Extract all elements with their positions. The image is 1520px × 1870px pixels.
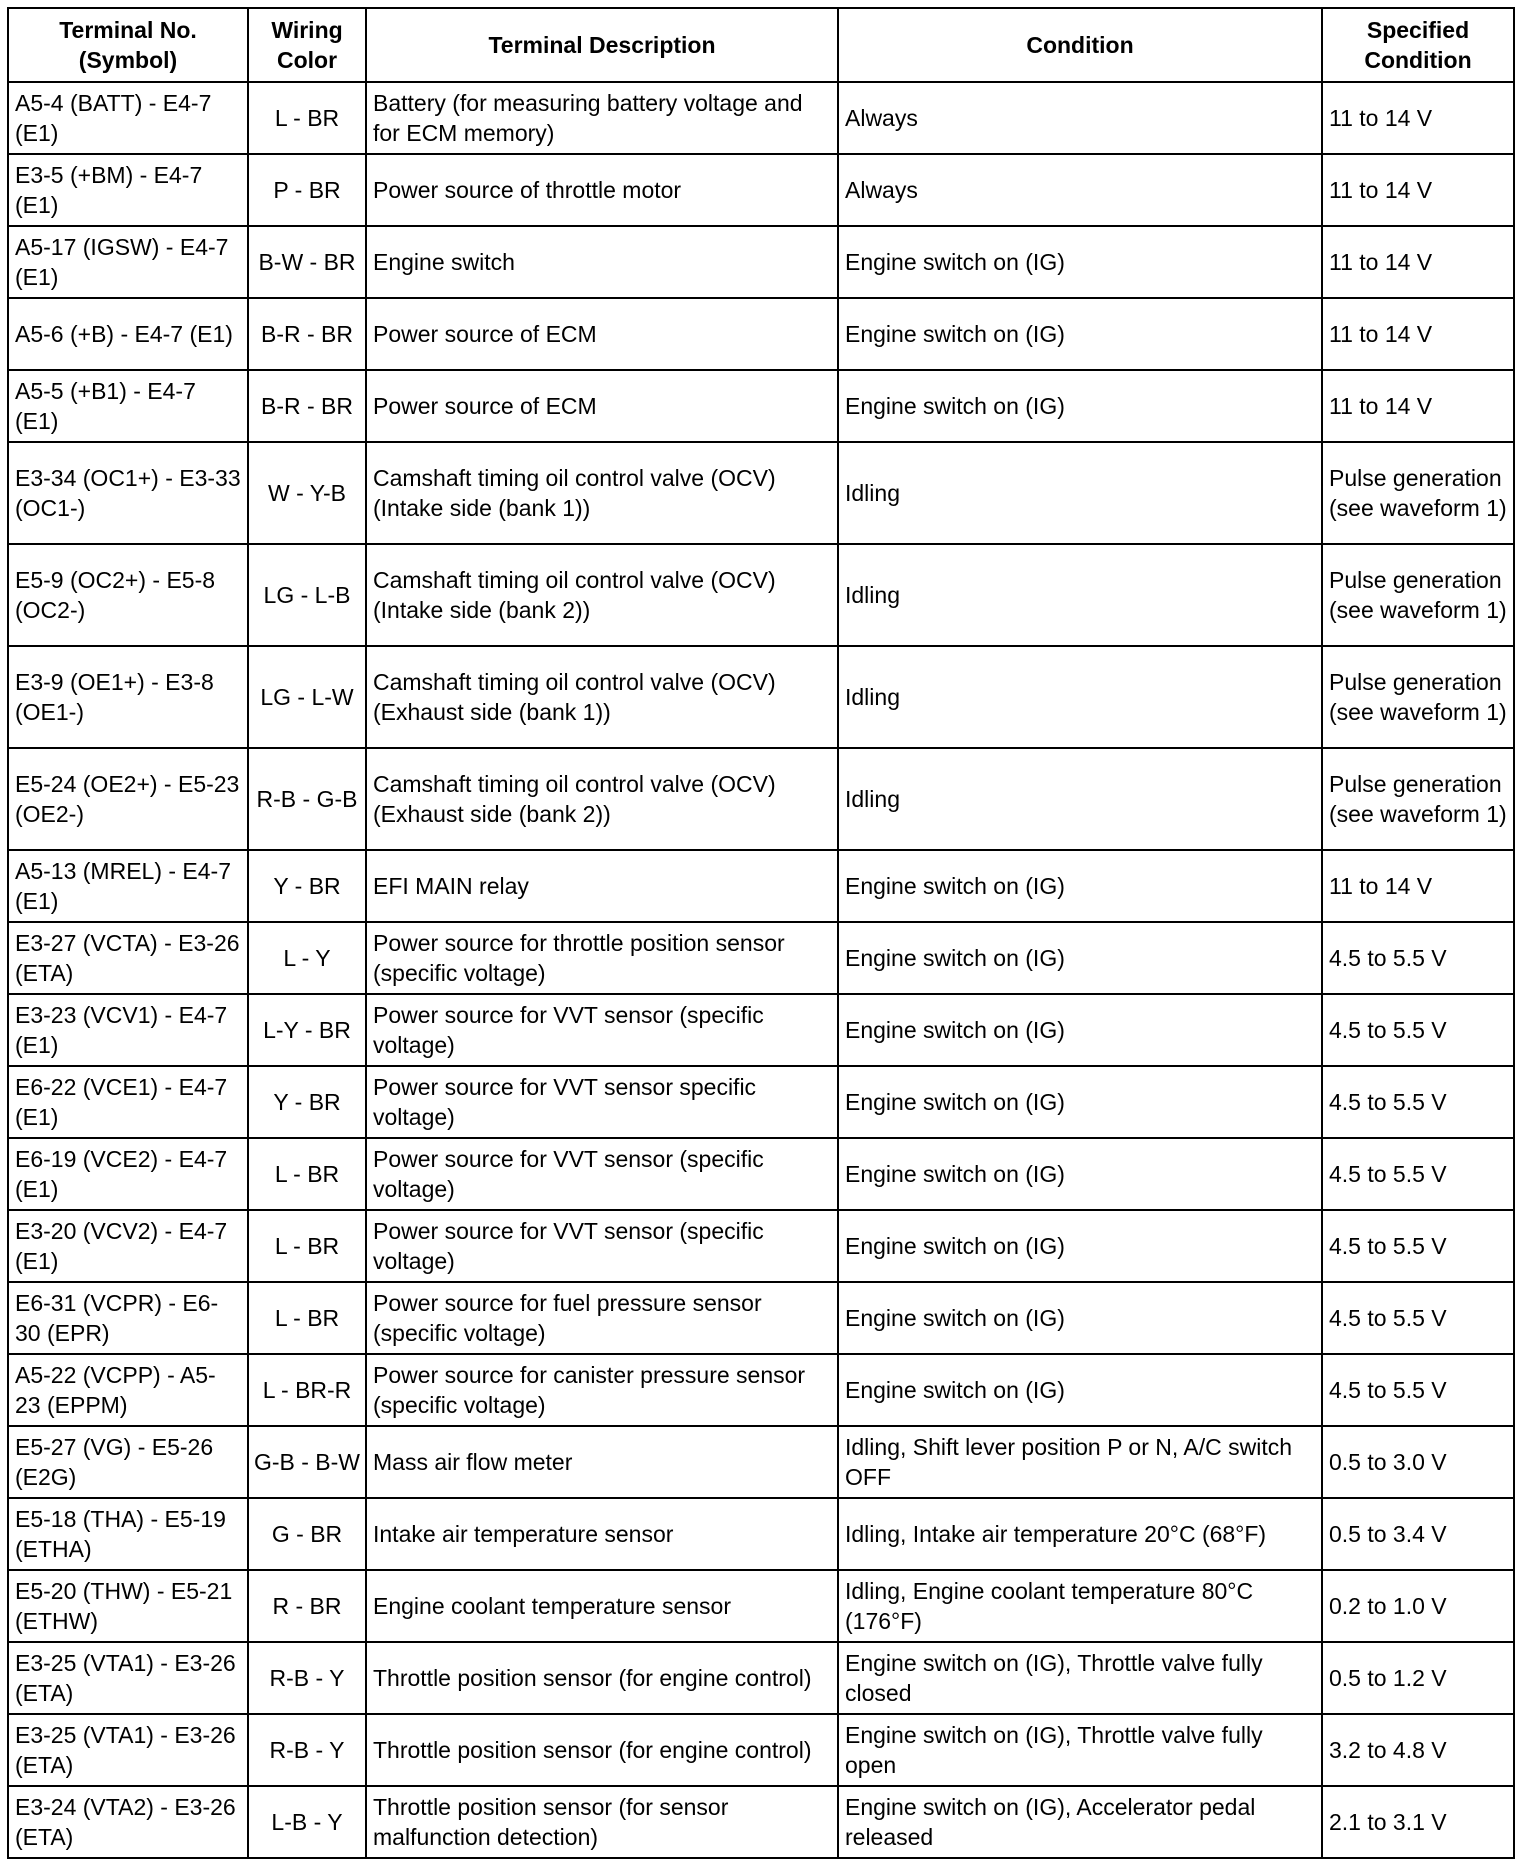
specified-cell: 0.5 to 3.0 V xyxy=(1322,1426,1514,1498)
terminal-cell: A5-5 (+B1) - E4-7 (E1) xyxy=(8,370,248,442)
description-cell: Power source for VVT sensor (specific voltage) xyxy=(366,1210,838,1282)
description-cell: Power source of throttle motor xyxy=(366,154,838,226)
specified-cell: 0.5 to 1.2 V xyxy=(1322,1642,1514,1714)
wiring-cell: B-R - BR xyxy=(248,298,366,370)
condition-cell: Engine switch on (IG) xyxy=(838,1066,1322,1138)
terminal-cell: E5-27 (VG) - E5-26 (E2G) xyxy=(8,1426,248,1498)
condition-cell: Engine switch on (IG) xyxy=(838,1138,1322,1210)
specified-cell: Pulse generation (see waveform 1) xyxy=(1322,544,1514,646)
description-cell: Throttle position sensor (for sensor malfunction detection) xyxy=(366,1786,838,1858)
terminal-cell: E3-23 (VCV1) - E4-7 (E1) xyxy=(8,994,248,1066)
table-row xyxy=(8,1354,1514,1426)
specified-cell: Pulse generation (see waveform 1) xyxy=(1322,646,1514,748)
description-cell: Battery (for measuring battery voltage and for ECM memory) xyxy=(366,82,838,154)
terminal-cell: A5-22 (VCPP) - A5-23 (EPPM) xyxy=(8,1354,248,1426)
description-cell: Power source for fuel pressure sensor (specific voltage) xyxy=(366,1282,838,1354)
terminal-cell: E3-5 (+BM) - E4-7 (E1) xyxy=(8,154,248,226)
terminal-cell: E6-22 (VCE1) - E4-7 (E1) xyxy=(8,1066,248,1138)
terminal-cell: A5-17 (IGSW) - E4-7 (E1) xyxy=(8,226,248,298)
description-cell: Power source for VVT sensor (specific voltage) xyxy=(366,994,838,1066)
wiring-cell: R-B - Y xyxy=(248,1714,366,1786)
specified-cell: 4.5 to 5.5 V xyxy=(1322,994,1514,1066)
terminal-cell: A5-4 (BATT) - E4-7 (E1) xyxy=(8,82,248,154)
table-row xyxy=(8,922,1514,994)
wiring-cell: L - Y xyxy=(248,922,366,994)
description-cell: Power source of ECM xyxy=(366,370,838,442)
wiring-cell: L-Y - BR xyxy=(248,994,366,1066)
description-cell: Intake air temperature sensor xyxy=(366,1498,838,1570)
terminal-cell: E6-19 (VCE2) - E4-7 (E1) xyxy=(8,1138,248,1210)
condition-cell: Idling xyxy=(838,442,1322,544)
wiring-cell: L - BR-R xyxy=(248,1354,366,1426)
specified-cell: 11 to 14 V xyxy=(1322,370,1514,442)
table-row xyxy=(8,646,1514,748)
table-row xyxy=(8,1570,1514,1642)
condition-cell: Engine switch on (IG) xyxy=(838,370,1322,442)
condition-cell: Engine switch on (IG), Accelerator pedal released xyxy=(838,1786,1322,1858)
description-cell: Power source for VVT sensor (specific voltage) xyxy=(366,1138,838,1210)
specified-cell: 11 to 14 V xyxy=(1322,850,1514,922)
specified-cell: 11 to 14 V xyxy=(1322,226,1514,298)
specified-cell: 4.5 to 5.5 V xyxy=(1322,1354,1514,1426)
specified-cell: Pulse generation (see waveform 1) xyxy=(1322,442,1514,544)
wiring-cell: G - BR xyxy=(248,1498,366,1570)
wiring-cell: L - BR xyxy=(248,1282,366,1354)
specified-cell: 4.5 to 5.5 V xyxy=(1322,1210,1514,1282)
header-specified-condition: Specified Condition xyxy=(1322,8,1514,82)
description-cell: Camshaft timing oil control valve (OCV) (Exhaust side (bank 1)) xyxy=(366,646,838,748)
description-cell: Throttle position sensor (for engine control) xyxy=(366,1714,838,1786)
terminal-cell: E5-24 (OE2+) - E5-23 (OE2-) xyxy=(8,748,248,850)
condition-cell: Idling xyxy=(838,748,1322,850)
wiring-cell: B-R - BR xyxy=(248,370,366,442)
header-terminal: Terminal No. (Symbol) xyxy=(8,8,248,82)
terminal-cell: E3-24 (VTA2) - E3-26 (ETA) xyxy=(8,1786,248,1858)
condition-cell: Engine switch on (IG) xyxy=(838,298,1322,370)
wiring-cell: LG - L-B xyxy=(248,544,366,646)
specified-cell: 4.5 to 5.5 V xyxy=(1322,1282,1514,1354)
condition-cell: Engine switch on (IG) xyxy=(838,1282,1322,1354)
table-row xyxy=(8,1426,1514,1498)
terminal-cell: E5-18 (THA) - E5-19 (ETHA) xyxy=(8,1498,248,1570)
condition-cell: Idling xyxy=(838,544,1322,646)
terminal-cell: E3-20 (VCV2) - E4-7 (E1) xyxy=(8,1210,248,1282)
wiring-cell: B-W - BR xyxy=(248,226,366,298)
table-row xyxy=(8,1642,1514,1714)
wiring-cell: L - BR xyxy=(248,1138,366,1210)
wiring-cell: LG - L-W xyxy=(248,646,366,748)
condition-cell: Idling, Intake air temperature 20°C (68°F) xyxy=(838,1498,1322,1570)
terminal-cell: E3-27 (VCTA) - E3-26 (ETA) xyxy=(8,922,248,994)
condition-cell: Engine switch on (IG) xyxy=(838,922,1322,994)
description-cell: Camshaft timing oil control valve (OCV) (Exhaust side (bank 2)) xyxy=(366,748,838,850)
condition-cell: Engine switch on (IG), Throttle valve fully open xyxy=(838,1714,1322,1786)
description-cell: Power source for VVT sensor specific voltage) xyxy=(366,1066,838,1138)
specified-cell: 0.5 to 3.4 V xyxy=(1322,1498,1514,1570)
terminal-cell: E3-25 (VTA1) - E3-26 (ETA) xyxy=(8,1642,248,1714)
specified-cell: 11 to 14 V xyxy=(1322,154,1514,226)
terminal-cell: A5-13 (MREL) - E4-7 (E1) xyxy=(8,850,248,922)
header-description: Terminal Description xyxy=(366,8,838,82)
terminal-table-sheet xyxy=(7,7,1513,1859)
table-row xyxy=(8,1498,1514,1570)
terminal-cell: E5-20 (THW) - E5-21 (ETHW) xyxy=(8,1570,248,1642)
condition-cell: Engine switch on (IG) xyxy=(838,1354,1322,1426)
description-cell: Camshaft timing oil control valve (OCV) (Intake side (bank 1)) xyxy=(366,442,838,544)
condition-cell: Idling, Engine coolant temperature 80°C (176°F) xyxy=(838,1570,1322,1642)
specified-cell: 4.5 to 5.5 V xyxy=(1322,1138,1514,1210)
description-cell: Throttle position sensor (for engine control) xyxy=(366,1642,838,1714)
table-row xyxy=(8,748,1514,850)
terminal-table xyxy=(7,7,1515,1859)
wiring-cell: Y - BR xyxy=(248,850,366,922)
description-cell: EFI MAIN relay xyxy=(366,850,838,922)
description-cell: Camshaft timing oil control valve (OCV) (Intake side (bank 2)) xyxy=(366,544,838,646)
wiring-cell: W - Y-B xyxy=(248,442,366,544)
table-row xyxy=(8,370,1514,442)
table-row xyxy=(8,298,1514,370)
table-row xyxy=(8,994,1514,1066)
wiring-cell: R-B - Y xyxy=(248,1642,366,1714)
table-row xyxy=(8,442,1514,544)
terminal-cell: E6-31 (VCPR) - E6-30 (EPR) xyxy=(8,1282,248,1354)
condition-cell: Engine switch on (IG) xyxy=(838,1210,1322,1282)
table-row xyxy=(8,544,1514,646)
terminal-cell: A5-6 (+B) - E4-7 (E1) xyxy=(8,298,248,370)
terminal-cell: E5-9 (OC2+) - E5-8 (OC2-) xyxy=(8,544,248,646)
description-cell: Power source of ECM xyxy=(366,298,838,370)
wiring-cell: Y - BR xyxy=(248,1066,366,1138)
condition-cell: Always xyxy=(838,82,1322,154)
wiring-cell: P - BR xyxy=(248,154,366,226)
description-cell: Engine coolant temperature sensor xyxy=(366,1570,838,1642)
description-cell: Power source for throttle position sensor (specific voltage) xyxy=(366,922,838,994)
condition-cell: Engine switch on (IG) xyxy=(838,994,1322,1066)
table-row xyxy=(8,226,1514,298)
specified-cell: 11 to 14 V xyxy=(1322,82,1514,154)
specified-cell: Pulse generation (see waveform 1) xyxy=(1322,748,1514,850)
terminal-cell: E3-25 (VTA1) - E3-26 (ETA) xyxy=(8,1714,248,1786)
condition-cell: Idling xyxy=(838,646,1322,748)
table-row xyxy=(8,1210,1514,1282)
condition-cell: Engine switch on (IG) xyxy=(838,850,1322,922)
table-row xyxy=(8,1714,1514,1786)
specified-cell: 2.1 to 3.1 V xyxy=(1322,1786,1514,1858)
header-condition: Condition xyxy=(838,8,1322,82)
wiring-cell: L-B - Y xyxy=(248,1786,366,1858)
table-row xyxy=(8,1066,1514,1138)
header-wiring-color: Wiring Color xyxy=(248,8,366,82)
table-row xyxy=(8,1138,1514,1210)
terminal-cell: E3-9 (OE1+) - E3-8 (OE1-) xyxy=(8,646,248,748)
specified-cell: 4.5 to 5.5 V xyxy=(1322,1066,1514,1138)
wiring-cell: G-B - B-W xyxy=(248,1426,366,1498)
condition-cell: Idling, Shift lever position P or N, A/C switch OFF xyxy=(838,1426,1322,1498)
specified-cell: 3.2 to 4.8 V xyxy=(1322,1714,1514,1786)
condition-cell: Engine switch on (IG) xyxy=(838,226,1322,298)
wiring-cell: L - BR xyxy=(248,1210,366,1282)
description-cell: Mass air flow meter xyxy=(366,1426,838,1498)
table-row xyxy=(8,1786,1514,1858)
table-row xyxy=(8,850,1514,922)
wiring-cell: L - BR xyxy=(248,82,366,154)
table-row xyxy=(8,154,1514,226)
specified-cell: 11 to 14 V xyxy=(1322,298,1514,370)
description-cell: Power source for canister pressure sensor (specific voltage) xyxy=(366,1354,838,1426)
description-cell: Engine switch xyxy=(366,226,838,298)
table-row xyxy=(8,1282,1514,1354)
condition-cell: Always xyxy=(838,154,1322,226)
condition-cell: Engine switch on (IG), Throttle valve fully closed xyxy=(838,1642,1322,1714)
specified-cell: 4.5 to 5.5 V xyxy=(1322,922,1514,994)
wiring-cell: R-B - G-B xyxy=(248,748,366,850)
terminal-cell: E3-34 (OC1+) - E3-33 (OC1-) xyxy=(8,442,248,544)
specified-cell: 0.2 to 1.0 V xyxy=(1322,1570,1514,1642)
header-row xyxy=(8,8,1514,82)
wiring-cell: R - BR xyxy=(248,1570,366,1642)
table-row xyxy=(8,82,1514,154)
